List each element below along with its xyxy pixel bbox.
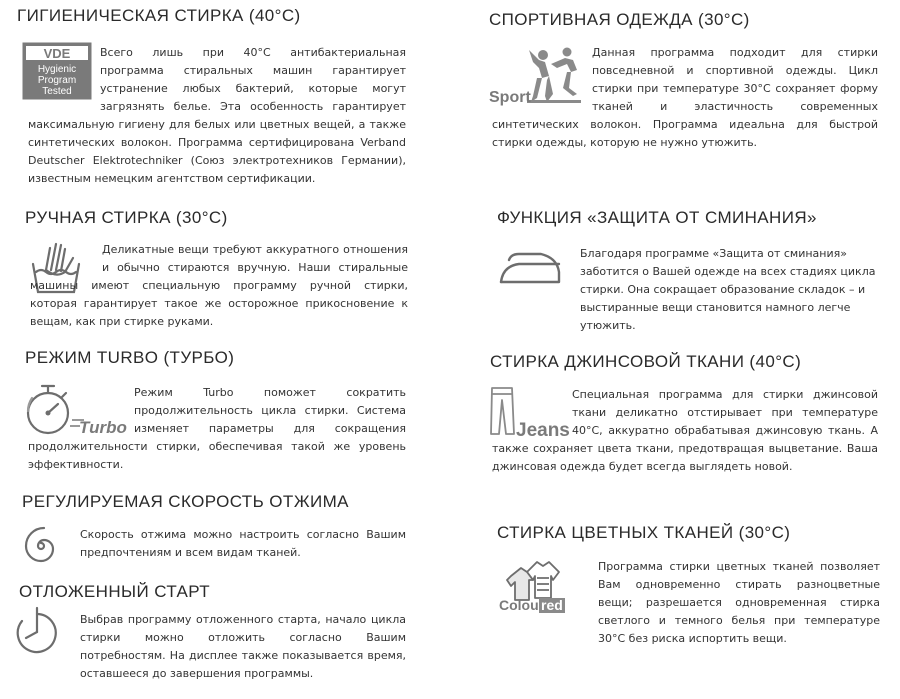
spin-spiral-icon: [19, 524, 63, 568]
section-text: Скорость отжима можно настроить согласно Вашим предпочтениям и всем видам тканей.: [80, 528, 406, 559]
svg-text:Hygienic: Hygienic: [37, 64, 77, 75]
delay-clock-icon: [14, 606, 60, 658]
section-title: ОТЛОЖЕННЫЙ СТАРТ: [19, 582, 211, 601]
section-text: Программа стирки цветных тканей позволяет Вам одновременно стирать разноцветные вещи; разрешается одновременная стирка светлого и темного белья при температуре 30°C без риска испортить вещи.: [598, 560, 880, 645]
section-text: Деликатные вещи требуют аккуратного отношения и обычно стираются вручную. Наши стиральные машины имеют специальную программу ручной стирки, которая гарантирует такое же осторожное прикосновение к вещам, как при стирке руками.: [30, 243, 408, 328]
svg-text:red: red: [541, 597, 563, 613]
section-title: СТИРКА ДЖИНСОВОЙ ТКАНИ (40°C): [490, 352, 802, 371]
section-text: Благодаря программе «Защита от сминания» заботится о Вашей одежде на всех стадиях цикла стирки. Она сокращает образование складок – и выстиранные вещи становится намного легче утюжить.: [580, 247, 876, 332]
section-text: Данная программа подходит для стирки повседневной и спортивной одежды. Цикл стирки при температуре 30°C сохраняет форму тканей и эластичность современных синтетических волокон. Программа идеальна для быстрой стирки одежды, которую не нужно утюжить.: [492, 46, 878, 149]
section-text: Выбрав программу отложенного старта, начало цикла стирки можно отложить согласно Вашим потребностям. На дисплее также показывается время, оставшееся до завершения программы.: [80, 613, 406, 680]
svg-text:Tested: Tested: [42, 86, 72, 97]
section-title: СТИРКА ЦВЕТНЫХ ТКАНЕЙ (30°C): [497, 523, 791, 542]
section-title: РУЧНАЯ СТИРКА (30°C): [25, 208, 228, 227]
svg-text:Sport: Sport: [489, 89, 531, 106]
section-title: РЕГУЛИРУЕМАЯ СКОРОСТЬ ОТЖИМА: [22, 492, 349, 511]
svg-text:VDE: VDE: [43, 46, 71, 61]
section-text: Специальная программа для стирки джинсовой ткани деликатно отстирывает при температуре 40°C, аккуратно обрабатывая джинсовую ткань. А также сохраняет цвета ткани, предотвращая выцветание. Ваша джинсовая одежда будет всегда выглядеть новой.: [492, 388, 878, 473]
svg-text:Colou: Colou: [499, 597, 539, 613]
section-title: СПОРТИВНАЯ ОДЕЖДА (30°C): [489, 10, 750, 29]
coloured-shirt-icon: [497, 558, 587, 616]
iron-icon: [497, 248, 563, 288]
svg-text:Jeans: Jeans: [516, 420, 570, 441]
section-title: ГИГИЕНИЧЕСКАЯ СТИРКА (40°C): [17, 6, 301, 25]
section-title: РЕЖИМ TURBO (ТУРБО): [25, 348, 235, 367]
section-text: Всего лишь при 40°C антибактериальная программа стиральных машин гарантирует устранение любых бактерий, которые могут загрязнять белье. Эта особенность гарантирует максимальную гигиену для белых или цветных вещей, а также синтетических волокон. Программа сертифицирована Verband Deutscher Elektrotechniker (Союз электротехников Германии), известным немецким агентством сертификации.: [28, 46, 406, 185]
section-title: ФУНКЦИЯ «ЗАЩИТА ОТ СМИНАНИЯ»: [497, 208, 817, 227]
svg-text:Turbo: Turbo: [79, 418, 127, 437]
svg-text:Program: Program: [37, 75, 77, 86]
section-text: Режим Turbo поможет сократить продолжительность цикла стирки. Система изменяет параметры для сокращения продолжительности стирки, обеспечивая такой же уровень эффективности.: [28, 386, 406, 471]
